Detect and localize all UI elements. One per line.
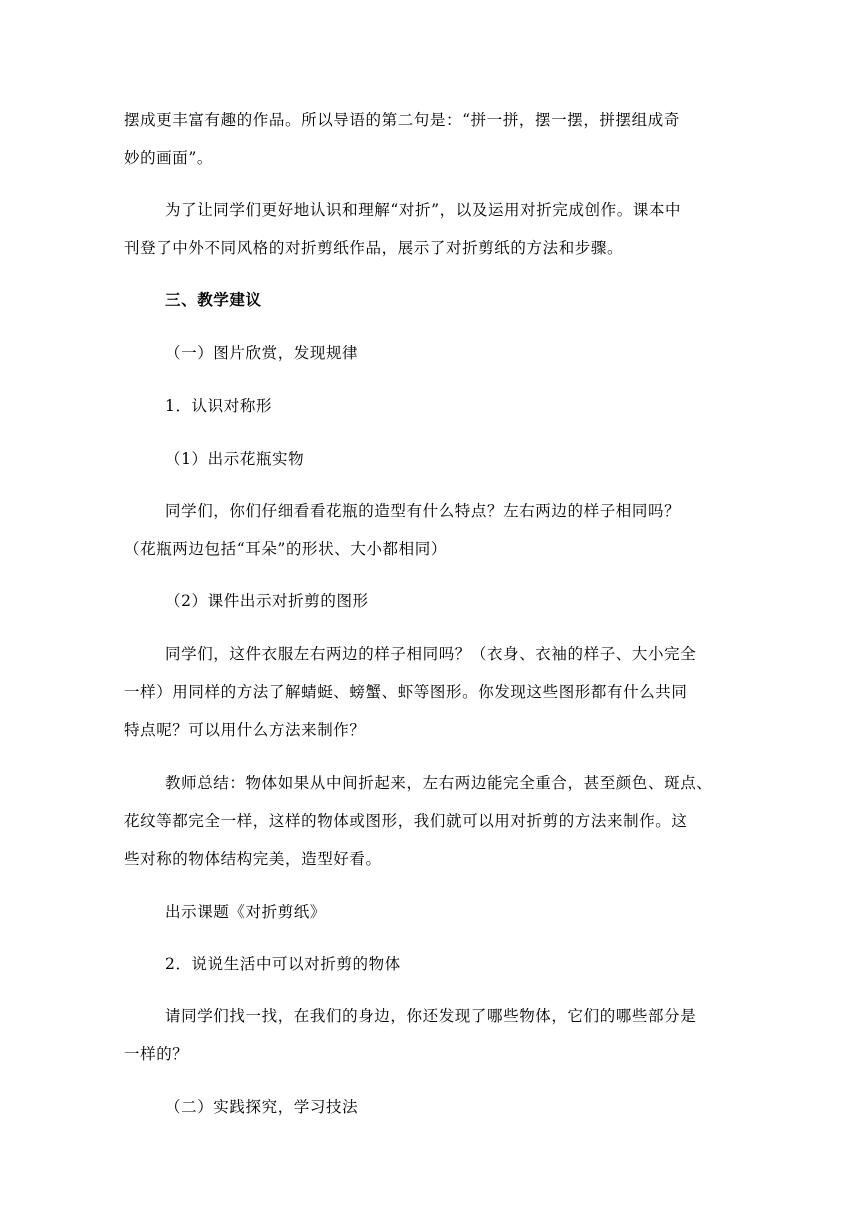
text-line: （花瓶两边包括“耳朵”的形状、大小都相同） [124, 540, 447, 558]
sub-item-heading: （1）出示花瓶实物 [165, 450, 305, 468]
text-line: 些对称的物体结构完美，造型好看。 [124, 850, 382, 868]
text-line: 花纹等都完全一样，这样的物体或图形，我们就可以用对折剪的方法来制作。这 [124, 812, 688, 830]
item-heading: 2．说说生活中可以对折剪的物体 [165, 955, 401, 973]
text-line: 一样的？ [124, 1045, 189, 1063]
text-line: 同学们，你们仔细看看花瓶的造型有什么特点？左右两边的样子相同吗？ [165, 502, 681, 520]
text-line: 请同学们找一找，在我们的身边，你还发现了哪些物体，它们的哪些部分是 [165, 1007, 697, 1025]
text-line: 教师总结：物体如果从中间折起来，左右两边能完全重合，甚至颜色、斑点、 [165, 774, 713, 792]
text-line: 刊登了中外不同风格的对折剪纸作品，展示了对折剪纸的方法和步骤。 [124, 239, 624, 257]
section-heading: 三、教学建议 [165, 290, 262, 309]
text-line: 同学们，这件衣服左右两边的样子相同吗？（衣身、衣袖的样子、大小完全 [165, 645, 697, 663]
text-line: 摆成更丰富有趣的作品。所以导语的第二句是：“拼一拼，摆一摆，拼摆组成奇 [124, 111, 680, 129]
text-line: 一样）用同样的方法了解蜻蜓、螃蟹、虾等图形。你发现这些图形都有什么共同 [124, 683, 688, 701]
text-line: 为了让同学们更好地认识和理解“对折”，以及运用对折完成创作。课本中 [165, 201, 682, 219]
text-line: 妙的画面”。 [124, 149, 214, 167]
sub-item-heading: （2）课件出示对折剪的图形 [165, 592, 369, 610]
item-heading: 1．认识对称形 [165, 397, 273, 415]
subsection-heading: （二）实践探究，学习技法 [165, 1098, 359, 1116]
text-line: 特点呢？可以用什么方法来制作？ [124, 721, 366, 739]
paragraph-show-title: 出示课题《对折剪纸》 [165, 903, 327, 921]
subsection-heading: （一）图片欣赏，发现规律 [165, 344, 359, 362]
